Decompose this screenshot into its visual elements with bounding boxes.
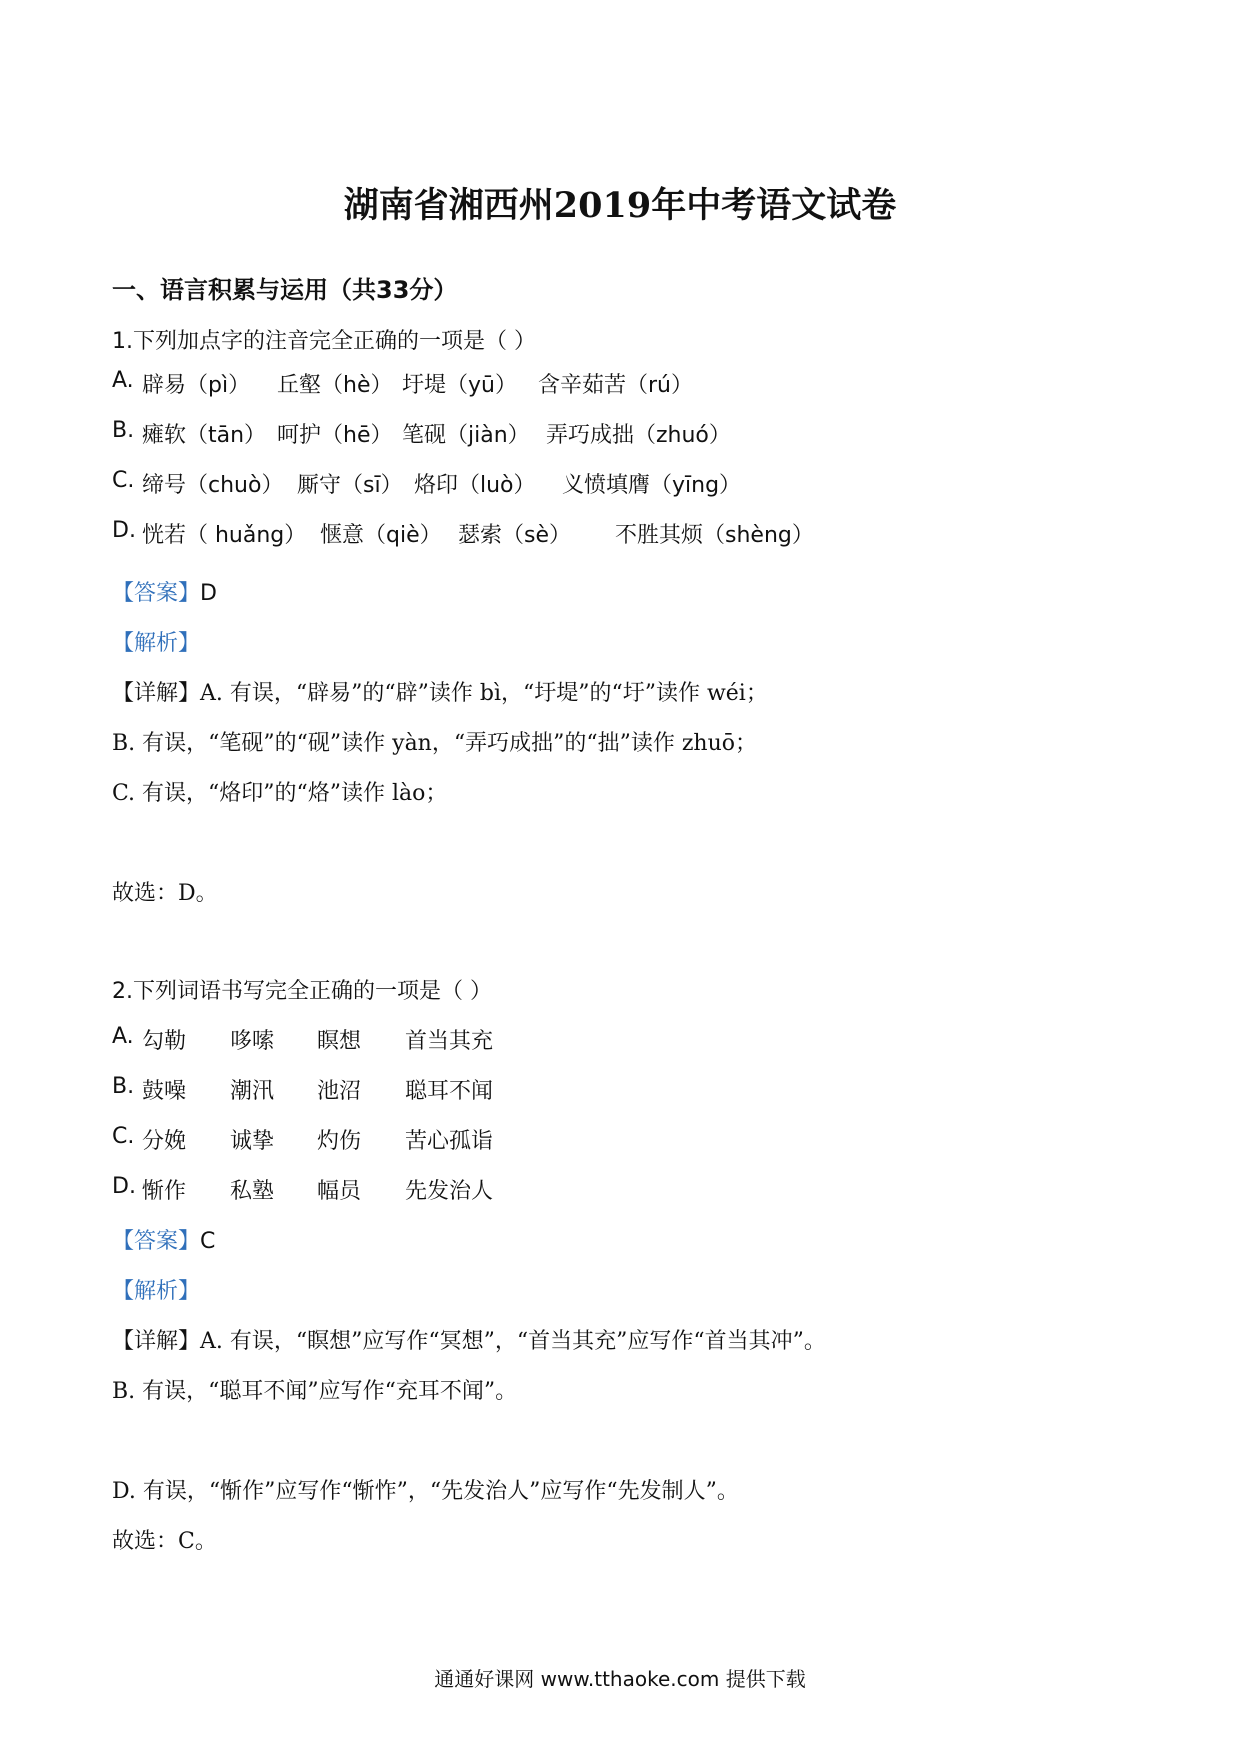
option-item: 诚挚	[230, 1129, 275, 1154]
option-label: D.	[112, 1174, 136, 1199]
question-1: 1.下列加点字的注音完全正确的一项是（ ）	[112, 329, 536, 354]
q1-answer	[112, 576, 217, 607]
option-item: 池沼	[317, 1079, 362, 1104]
q2-conclusion: 故选：C。	[112, 1529, 217, 1554]
option-item: 辟易（pì）	[142, 373, 251, 398]
option-item: 私塾	[230, 1179, 275, 1204]
answer-value: D	[200, 581, 217, 606]
option-item: 灼伤	[317, 1129, 362, 1154]
option-item: 先发治人	[405, 1179, 494, 1204]
answer-value: C	[200, 1229, 216, 1254]
option-item: 不胜其烦（shèng）	[615, 523, 814, 548]
q1-option-b	[112, 418, 1012, 448]
option-item: 恍若（ huǎng）	[142, 523, 307, 548]
q2-detail-line: 【详解】A. 有误，“瞑想”应写作“冥想”，“首当其充”应写作“首当其冲”。	[112, 1329, 826, 1354]
option-item: 义愤填膺（yīng）	[562, 473, 742, 498]
option-item: 圩堤（yū）	[402, 373, 517, 398]
q1-option-c	[112, 468, 1012, 498]
q2-option-b	[112, 1074, 1012, 1104]
option-item: 惬意（qiè）	[320, 523, 442, 548]
option-item: 瑟索（sè）	[458, 523, 571, 548]
option-item: 鼓噪	[142, 1079, 187, 1104]
option-label: A.	[112, 368, 134, 393]
option-item: 惭作	[142, 1179, 187, 1204]
option-item: 笔砚（jiàn）	[402, 423, 530, 448]
option-label: A.	[112, 1024, 134, 1049]
option-item: 潮汛	[230, 1079, 275, 1104]
option-item: 分娩	[142, 1129, 187, 1154]
option-item: 首当其充	[405, 1029, 494, 1054]
option-item: 勾勒	[142, 1029, 187, 1054]
q2-detail-line: B. 有误，“聪耳不闻”应写作“充耳不闻”。	[112, 1379, 518, 1404]
q2-analysis-tag: 【解析】	[112, 1279, 201, 1304]
q1-option-a	[112, 368, 1012, 398]
q1-analysis-tag: 【解析】	[112, 631, 201, 656]
q2-option-d	[112, 1174, 1012, 1204]
q1-option-d	[112, 518, 1012, 548]
page-footer: 通通好课网 www.tthaoke.com 提供下载	[434, 1667, 806, 1691]
option-item: 烙印（luò）	[414, 473, 536, 498]
option-label: C.	[112, 468, 135, 493]
option-item: 呵护（hē）	[277, 423, 393, 448]
section-heading: 一、语言积累与运用（共33分）	[112, 276, 458, 304]
option-label: B.	[112, 1074, 135, 1099]
option-item: 瞑想	[317, 1029, 362, 1054]
q1-detail-line: B. 有误，“笔砚”的“砚”读作 yàn，“弄巧成拙”的“拙”读作 zhuō；	[112, 731, 758, 756]
q2-answer	[112, 1224, 215, 1255]
option-item: 弄巧成拙（zhuó）	[546, 423, 731, 448]
option-label: B.	[112, 418, 135, 443]
q1-detail-line: 【详解】A. 有误，“辟易”的“辟”读作 bì，“圩堤”的“圩”读作 wéi；	[112, 681, 768, 706]
q2-option-a	[112, 1024, 1012, 1054]
page-title: 湖南省湘西州2019年中考语文试卷	[343, 185, 897, 226]
option-label: C.	[112, 1124, 135, 1149]
option-item: 幅员	[317, 1179, 362, 1204]
answer-tag: 【答案】	[112, 581, 201, 606]
option-item: 哆嗦	[230, 1029, 275, 1054]
question-2: 2.下列词语书写完全正确的一项是（ ）	[112, 979, 492, 1004]
answer-tag: 【答案】	[112, 1229, 201, 1254]
q2-option-c	[112, 1124, 1012, 1154]
option-item: 丘壑（hè）	[277, 373, 393, 398]
option-item: 苦心孤诣	[405, 1129, 494, 1154]
option-item: 瘫软（tān）	[142, 423, 267, 448]
option-item: 聪耳不闻	[405, 1079, 494, 1104]
option-item: 含辛茹苦（rú）	[538, 373, 693, 398]
q1-detail-line: C. 有误，“烙印”的“烙”读作 lào；	[112, 781, 448, 806]
q2-detail-line: D. 有误，“惭作”应写作“惭怍”，“先发治人”应写作“先发制人”。	[112, 1479, 739, 1504]
option-label: D.	[112, 518, 136, 543]
q1-conclusion: 故选：D。	[112, 881, 218, 906]
option-item: 缔号（chuò）	[142, 473, 284, 498]
option-item: 厮守（sī）	[297, 473, 403, 498]
